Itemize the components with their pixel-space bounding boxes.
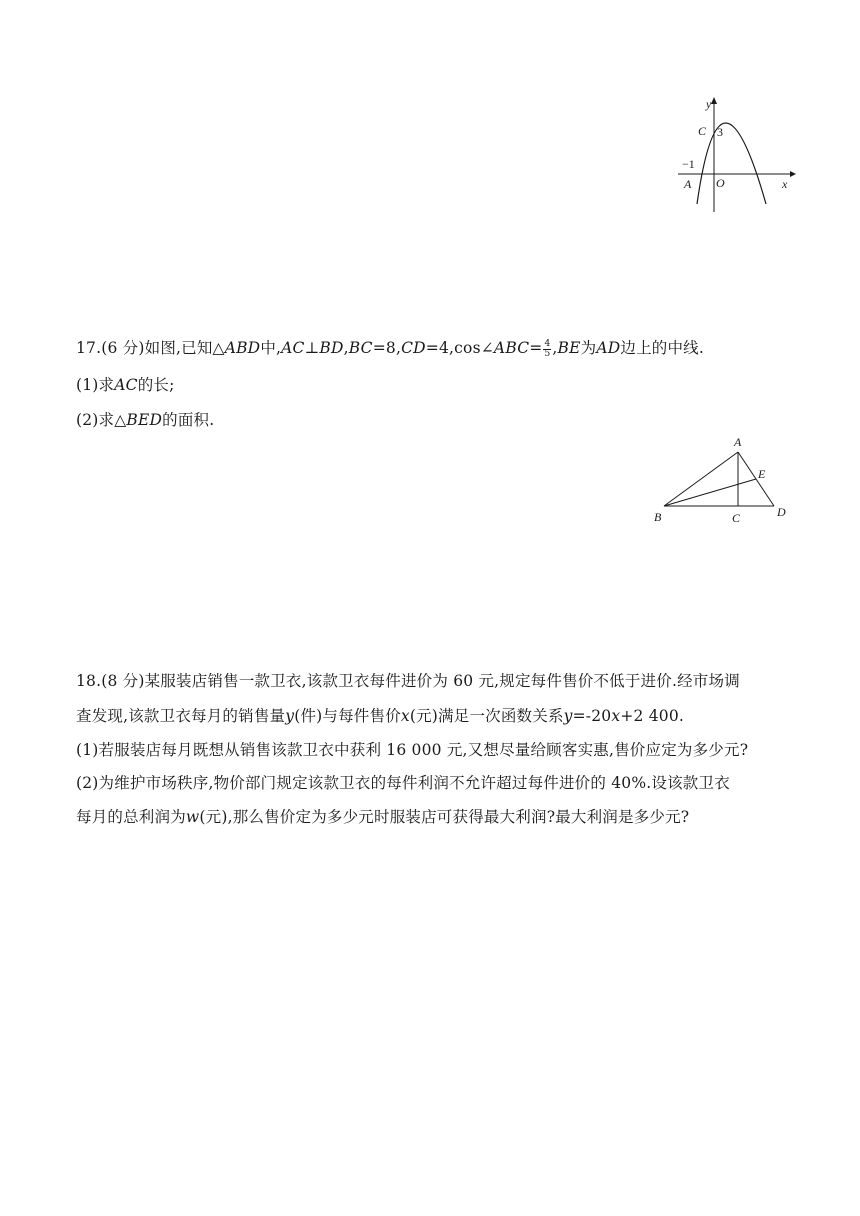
q17-ac: AC: [281, 339, 305, 357]
parabola-curve: [697, 123, 766, 204]
vertex-d-label: D: [777, 505, 786, 519]
q17-part1: [76, 373, 175, 395]
q18-text: =-20: [572, 707, 612, 725]
q18-text: 查发现,该款卫衣每月的销售量: [76, 707, 286, 725]
x-axis-arrow: [790, 171, 796, 177]
q17-text: =4,cos∠: [425, 339, 494, 357]
fraction-denominator: 5: [544, 348, 551, 359]
q17-part2-text: (2)求△: [76, 411, 127, 429]
vertex-a-label: A: [734, 435, 742, 449]
q17-fraction: [543, 340, 551, 359]
q18-var-w: w: [185, 808, 200, 826]
q17-text: 17.(6 分)如图,已知△: [76, 339, 225, 357]
vertex-c-label: C: [732, 511, 741, 525]
q17-text: 为: [580, 339, 597, 357]
q17-statement: [76, 336, 704, 359]
q18-part1: (1)若服装店每月既想从销售该款卫衣中获利 16 000 元,又想尽量给顾客实惠,售价应定为多少元?: [76, 741, 749, 759]
q17-be: BE: [557, 339, 581, 357]
q17-text: ,: [552, 339, 558, 357]
q17-ad: AD: [596, 339, 621, 357]
q18-part2-line1: (2)为维护市场秩序,物价部门规定该款卫衣的每件利润不允许超过每件进价的 40%.设该款卫衣: [76, 774, 730, 792]
q17-part1-ac: AC: [114, 376, 138, 394]
point-c-label: C: [698, 124, 707, 138]
q17-part2: [76, 408, 214, 430]
q17-bd: BD: [319, 339, 344, 357]
q18-var-y: y: [563, 707, 573, 725]
q17-part1-text: (1)求: [76, 376, 115, 394]
q18-text: +2 400.: [620, 707, 685, 725]
q17-abd: ABD: [224, 339, 261, 357]
vertex-b-label: B: [654, 510, 662, 524]
point-e-label: E: [758, 467, 766, 481]
origin-label: O: [716, 176, 725, 190]
q17-abc: ABC: [493, 339, 530, 357]
q17-text: =8,: [372, 339, 402, 357]
q18-text: (元),那么售价定为多少元时服装店可获得最大利润?最大利润是多少元?: [199, 808, 690, 826]
q18-var-x: x: [400, 707, 410, 725]
q18-text: (件)与每件售价: [294, 707, 401, 725]
q17-text: =: [529, 339, 543, 357]
q17-perp: ⊥: [304, 339, 320, 357]
q18-text: 每月的总利润为: [76, 808, 186, 826]
q17-part2-text: 的面积.: [162, 411, 215, 429]
q18-var-x: x: [611, 707, 621, 725]
q17-bc: BC: [348, 339, 373, 357]
y-axis-label: y: [706, 97, 712, 111]
neg-one-label: −1: [682, 157, 695, 171]
c-value-label: 3: [717, 125, 723, 139]
q17-cd: CD: [401, 339, 426, 357]
q17-part1-text: 的长;: [137, 376, 175, 394]
q17-part2-bed: BED: [126, 411, 163, 429]
q18-var-y: y: [285, 707, 295, 725]
q17-text: 边上的中线.: [620, 339, 705, 357]
q18-line2: [76, 704, 684, 726]
triangle-figure: [650, 432, 800, 527]
q18-line1: 18.(8 分)某服装店销售一款卫衣,该款卫衣每件进价为 60 元,规定每件售价不低于进价.经市场调: [76, 672, 740, 690]
point-a-label: A: [684, 177, 692, 191]
q18-text: (元)满足一次函数关系: [409, 707, 564, 725]
q17-text: 中,: [260, 339, 282, 357]
y-axis-arrow: [711, 97, 717, 104]
q18-part2-line2: [76, 805, 689, 827]
segment-be: [664, 479, 756, 506]
q17-text: ,: [343, 339, 349, 357]
parabola-figure: [670, 92, 805, 217]
x-axis-label: x: [782, 177, 788, 191]
segment-ba: [664, 452, 738, 506]
fraction-numerator: 4: [544, 338, 551, 349]
